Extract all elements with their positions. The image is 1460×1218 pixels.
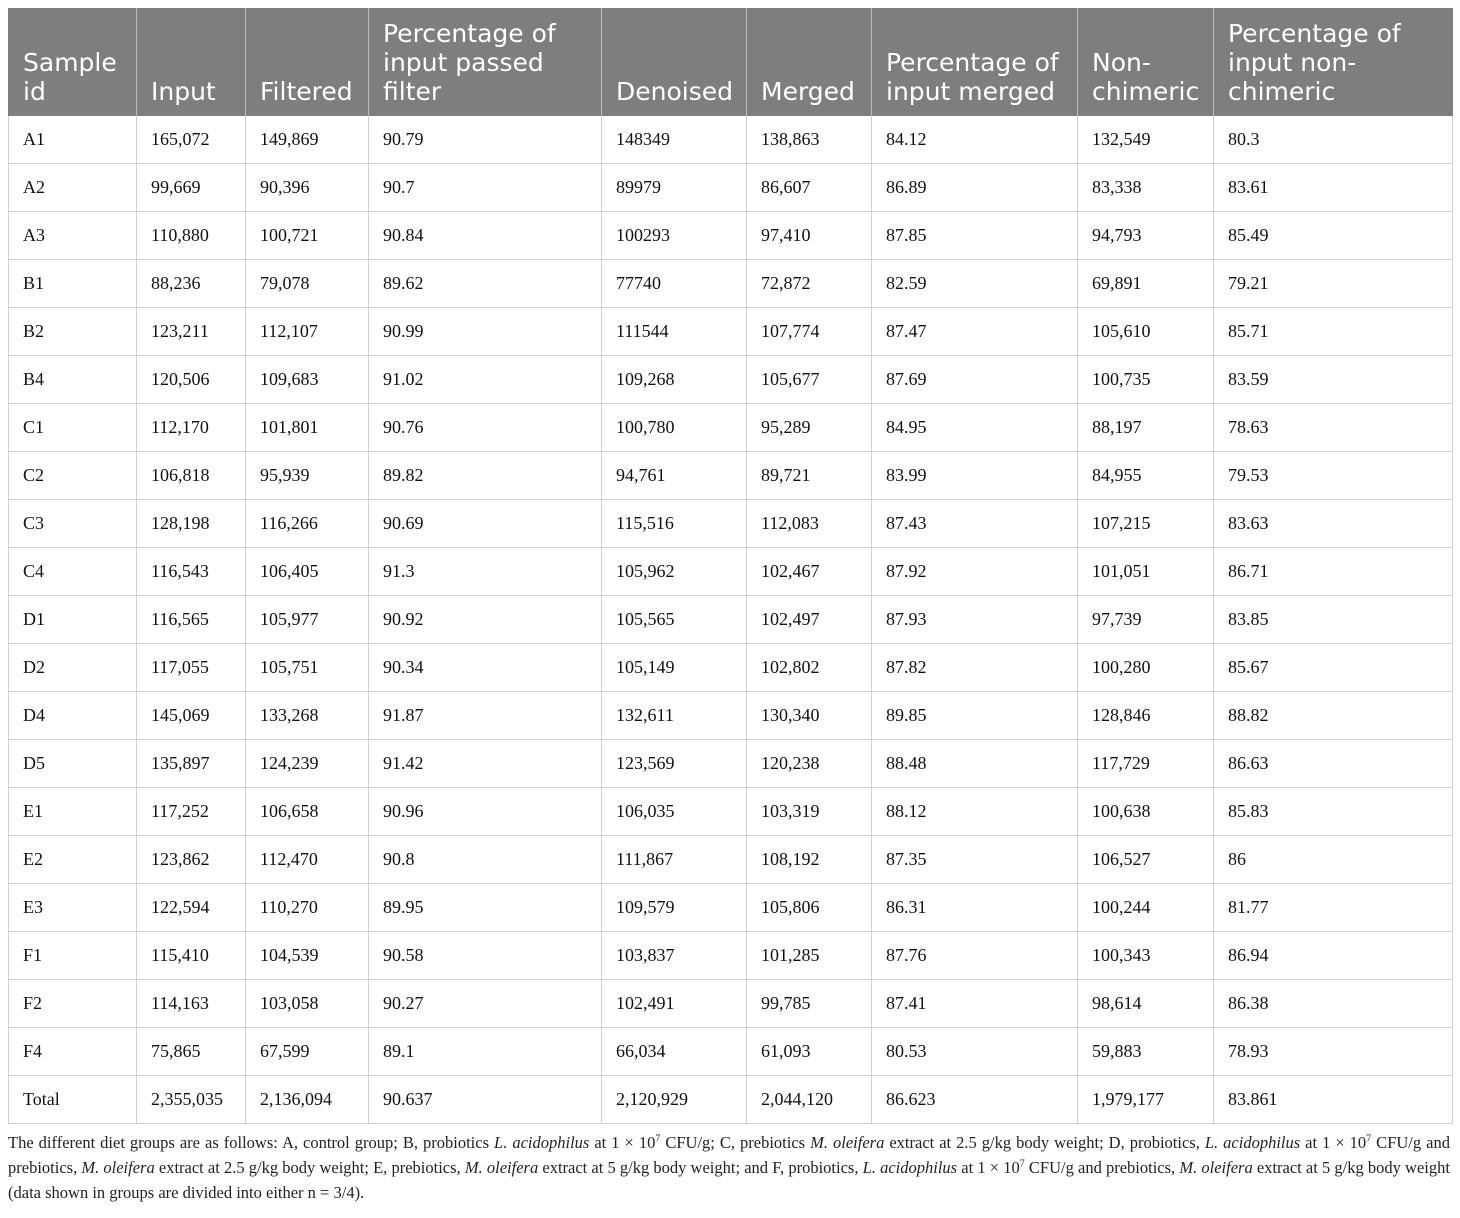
table-cell: 83.861 bbox=[1214, 1076, 1453, 1124]
caption-text: at 1 × 10 bbox=[957, 1158, 1020, 1177]
table-cell: 84.95 bbox=[872, 404, 1078, 452]
table-row bbox=[9, 404, 1453, 452]
table-cell: 133,268 bbox=[246, 692, 369, 740]
table-row bbox=[9, 692, 1453, 740]
table-cell: F1 bbox=[9, 932, 137, 980]
table-cell: 86.31 bbox=[872, 884, 1078, 932]
table-cell: 102,497 bbox=[747, 596, 872, 644]
table-cell: C3 bbox=[9, 500, 137, 548]
table-cell: 90.7 bbox=[369, 164, 602, 212]
table-row bbox=[9, 260, 1453, 308]
table-cell: Total bbox=[9, 1076, 137, 1124]
table-cell: 89.85 bbox=[872, 692, 1078, 740]
table-cell: 86.94 bbox=[1214, 932, 1453, 980]
table-row bbox=[9, 452, 1453, 500]
species-name: M. oleifera bbox=[464, 1158, 539, 1177]
table-cell: F2 bbox=[9, 980, 137, 1028]
table-cell: 86.38 bbox=[1214, 980, 1453, 1028]
table-cell: B1 bbox=[9, 260, 137, 308]
table-row bbox=[9, 116, 1453, 164]
table-cell: 94,761 bbox=[602, 452, 747, 500]
caption-text: extract at 5 g/kg body weight; and F, probiotics, bbox=[538, 1158, 863, 1177]
table-row bbox=[9, 1028, 1453, 1076]
col-header-pct-passed-filter: Percentage of input passed filter bbox=[369, 8, 602, 116]
table-cell: 111544 bbox=[602, 308, 747, 356]
table-cell: 100293 bbox=[602, 212, 747, 260]
table-cell: 97,410 bbox=[747, 212, 872, 260]
table-row bbox=[9, 164, 1453, 212]
table-cell: 86,607 bbox=[747, 164, 872, 212]
table-cell: 132,611 bbox=[602, 692, 747, 740]
table-cell: 61,093 bbox=[747, 1028, 872, 1076]
col-header-pct-non-chimeric: Percentage of input non-chimeric bbox=[1214, 8, 1453, 116]
table-cell: 103,319 bbox=[747, 788, 872, 836]
table-cell: 132,549 bbox=[1078, 116, 1214, 164]
table-row bbox=[9, 644, 1453, 692]
table-cell: 105,677 bbox=[747, 356, 872, 404]
table-cell: 90.99 bbox=[369, 308, 602, 356]
table-cell: 104,539 bbox=[246, 932, 369, 980]
table-cell: 87.69 bbox=[872, 356, 1078, 404]
table-cell: 85.49 bbox=[1214, 212, 1453, 260]
table-cell: 86.63 bbox=[1214, 740, 1453, 788]
table-cell: 100,735 bbox=[1078, 356, 1214, 404]
table-cell: 87.76 bbox=[872, 932, 1078, 980]
table-cell: 75,865 bbox=[137, 1028, 246, 1076]
table-cell: 103,837 bbox=[602, 932, 747, 980]
table-cell: 79.21 bbox=[1214, 260, 1453, 308]
caption-text: CFU/g; C, prebiotics bbox=[660, 1133, 811, 1152]
table-cell: 87.41 bbox=[872, 980, 1078, 1028]
table-cell: C4 bbox=[9, 548, 137, 596]
table-cell: 117,729 bbox=[1078, 740, 1214, 788]
table-cell: 105,565 bbox=[602, 596, 747, 644]
caption-text: at 1 × 10 bbox=[1300, 1133, 1367, 1152]
table-cell: 94,793 bbox=[1078, 212, 1214, 260]
table-row bbox=[9, 308, 1453, 356]
table-cell: 59,883 bbox=[1078, 1028, 1214, 1076]
table-cell: 90.637 bbox=[369, 1076, 602, 1124]
table-cell: 106,035 bbox=[602, 788, 747, 836]
table-cell: B2 bbox=[9, 308, 137, 356]
table-cell: D5 bbox=[9, 740, 137, 788]
table-cell: 78.63 bbox=[1214, 404, 1453, 452]
table-cell: 130,340 bbox=[747, 692, 872, 740]
caption-text: CFU/g and prebiotics, bbox=[8, 1133, 1450, 1177]
table-cell: 112,170 bbox=[137, 404, 246, 452]
table-cell: 128,198 bbox=[137, 500, 246, 548]
table-cell: 100,343 bbox=[1078, 932, 1214, 980]
caption-text: CFU/g and prebiotics, bbox=[1024, 1158, 1180, 1177]
table-cell: 109,579 bbox=[602, 884, 747, 932]
col-header-denoised: Denoised bbox=[602, 8, 747, 116]
table-cell: 87.85 bbox=[872, 212, 1078, 260]
table-cell: F4 bbox=[9, 1028, 137, 1076]
table-cell: 91.42 bbox=[369, 740, 602, 788]
table-cell: 84,955 bbox=[1078, 452, 1214, 500]
table-cell: 87.35 bbox=[872, 836, 1078, 884]
species-name: L. acidophilus bbox=[494, 1133, 590, 1152]
table-cell: 115,516 bbox=[602, 500, 747, 548]
table-cell: 86 bbox=[1214, 836, 1453, 884]
table-cell: 100,244 bbox=[1078, 884, 1214, 932]
table-cell: 87.93 bbox=[872, 596, 1078, 644]
table-cell: 86.623 bbox=[872, 1076, 1078, 1124]
superscript: 7 bbox=[655, 1133, 661, 1145]
table-cell: 90.76 bbox=[369, 404, 602, 452]
table-cell: 1,979,177 bbox=[1078, 1076, 1214, 1124]
table-cell: 107,774 bbox=[747, 308, 872, 356]
table-row bbox=[9, 980, 1453, 1028]
table-cell: 101,801 bbox=[246, 404, 369, 452]
table-cell: 99,669 bbox=[137, 164, 246, 212]
table-cell: 90.92 bbox=[369, 596, 602, 644]
table-cell: C1 bbox=[9, 404, 137, 452]
table-cell: 97,739 bbox=[1078, 596, 1214, 644]
table-cell: 98,614 bbox=[1078, 980, 1214, 1028]
col-header-filtered: Filtered bbox=[246, 8, 369, 116]
table-cell: 100,780 bbox=[602, 404, 747, 452]
table-row bbox=[9, 212, 1453, 260]
table-cell: A1 bbox=[9, 116, 137, 164]
table-cell: 82.59 bbox=[872, 260, 1078, 308]
table-row bbox=[9, 1076, 1453, 1124]
table-cell: 80.3 bbox=[1214, 116, 1453, 164]
table-cell: 165,072 bbox=[137, 116, 246, 164]
col-header-sample-id: Sample id bbox=[9, 8, 137, 116]
table-cell: 87.47 bbox=[872, 308, 1078, 356]
table-cell: 90.69 bbox=[369, 500, 602, 548]
table-cell: 67,599 bbox=[246, 1028, 369, 1076]
superscript: 7 bbox=[1019, 1158, 1025, 1170]
caption-text: extract at 2.5 g/kg body weight; D, probiotics, bbox=[884, 1133, 1205, 1152]
table-cell: 90.34 bbox=[369, 644, 602, 692]
caption-text: extract at 5 g/kg body weight (data shown in groups are divided into either n = 3/4). bbox=[8, 1158, 1450, 1202]
table-cell: C2 bbox=[9, 452, 137, 500]
table-cell: 83.63 bbox=[1214, 500, 1453, 548]
table-row bbox=[9, 596, 1453, 644]
table-cell: 91.3 bbox=[369, 548, 602, 596]
table-cell: 106,658 bbox=[246, 788, 369, 836]
species-name: M. oleifera bbox=[81, 1158, 155, 1177]
table-cell: 66,034 bbox=[602, 1028, 747, 1076]
table-cell: 90.96 bbox=[369, 788, 602, 836]
table-cell: 85.71 bbox=[1214, 308, 1453, 356]
table-cell: 112,083 bbox=[747, 500, 872, 548]
table-cell: 120,238 bbox=[747, 740, 872, 788]
table-cell: 83.61 bbox=[1214, 164, 1453, 212]
table-cell: 124,239 bbox=[246, 740, 369, 788]
table-cell: 95,939 bbox=[246, 452, 369, 500]
table-cell: 87.43 bbox=[872, 500, 1078, 548]
table-cell: 112,107 bbox=[246, 308, 369, 356]
table-cell: 114,163 bbox=[137, 980, 246, 1028]
table-cell: 106,527 bbox=[1078, 836, 1214, 884]
table-cell: 91.87 bbox=[369, 692, 602, 740]
species-name: L. acidophilus bbox=[1204, 1133, 1301, 1152]
table-cell: E3 bbox=[9, 884, 137, 932]
table-cell: 85.83 bbox=[1214, 788, 1453, 836]
table-cell: 109,268 bbox=[602, 356, 747, 404]
table-cell: 101,051 bbox=[1078, 548, 1214, 596]
table-row bbox=[9, 884, 1453, 932]
table-cell: 105,610 bbox=[1078, 308, 1214, 356]
table-cell: 90.58 bbox=[369, 932, 602, 980]
table-cell: A2 bbox=[9, 164, 137, 212]
table-cell: 90.84 bbox=[369, 212, 602, 260]
table-cell: 138,863 bbox=[747, 116, 872, 164]
table-cell: 89.95 bbox=[369, 884, 602, 932]
table-cell: 110,880 bbox=[137, 212, 246, 260]
table-row bbox=[9, 740, 1453, 788]
col-header-non-chimeric: Non-chimeric bbox=[1078, 8, 1214, 116]
table-cell: 86.71 bbox=[1214, 548, 1453, 596]
species-name: L. acidophilus bbox=[862, 1158, 958, 1177]
table-cell: 123,569 bbox=[602, 740, 747, 788]
table-cell: 120,506 bbox=[137, 356, 246, 404]
table-cell: 91.02 bbox=[369, 356, 602, 404]
table-cell: 81.77 bbox=[1214, 884, 1453, 932]
table-body bbox=[9, 116, 1453, 1124]
table-cell: 102,491 bbox=[602, 980, 747, 1028]
table-cell: 2,355,035 bbox=[137, 1076, 246, 1124]
table-cell: 145,069 bbox=[137, 692, 246, 740]
caption-text: at 1 × 10 bbox=[589, 1133, 656, 1152]
table-row bbox=[9, 932, 1453, 980]
table-cell: 116,266 bbox=[246, 500, 369, 548]
table-cell: 100,638 bbox=[1078, 788, 1214, 836]
table-cell: 83.99 bbox=[872, 452, 1078, 500]
table-cell: 80.53 bbox=[872, 1028, 1078, 1076]
table-cell: 88.12 bbox=[872, 788, 1078, 836]
table-cell: 86.89 bbox=[872, 164, 1078, 212]
table-cell: 89.62 bbox=[369, 260, 602, 308]
table-cell: 83,338 bbox=[1078, 164, 1214, 212]
table-cell: 90,396 bbox=[246, 164, 369, 212]
table-cell: 149,869 bbox=[246, 116, 369, 164]
table-cell: 72,872 bbox=[747, 260, 872, 308]
table-cell: 111,867 bbox=[602, 836, 747, 884]
table-cell: 88.82 bbox=[1214, 692, 1453, 740]
table-cell: 79,078 bbox=[246, 260, 369, 308]
table-cell: 128,846 bbox=[1078, 692, 1214, 740]
table-row bbox=[9, 356, 1453, 404]
table-cell: 135,897 bbox=[137, 740, 246, 788]
table-cell: 116,565 bbox=[137, 596, 246, 644]
table-cell: D1 bbox=[9, 596, 137, 644]
table-row bbox=[9, 836, 1453, 884]
table-cell: 90.79 bbox=[369, 116, 602, 164]
table-cell: 117,055 bbox=[137, 644, 246, 692]
table-cell: 103,058 bbox=[246, 980, 369, 1028]
table-cell: 108,192 bbox=[747, 836, 872, 884]
table-cell: 95,289 bbox=[747, 404, 872, 452]
table-cell: 110,270 bbox=[246, 884, 369, 932]
table-cell: 116,543 bbox=[137, 548, 246, 596]
table-cell: 117,252 bbox=[137, 788, 246, 836]
header-row bbox=[9, 8, 1453, 116]
table-cell: 106,405 bbox=[246, 548, 369, 596]
table-cell: 105,806 bbox=[747, 884, 872, 932]
table-cell: 115,410 bbox=[137, 932, 246, 980]
table-cell: D2 bbox=[9, 644, 137, 692]
caption-text: extract at 2.5 g/kg body weight; E, prebiotics, bbox=[154, 1158, 465, 1177]
table-cell: 83.59 bbox=[1214, 356, 1453, 404]
table-cell: 2,136,094 bbox=[246, 1076, 369, 1124]
table-cell: 106,818 bbox=[137, 452, 246, 500]
table-cell: B4 bbox=[9, 356, 137, 404]
table-figure bbox=[8, 8, 1452, 1205]
table-cell: 107,215 bbox=[1078, 500, 1214, 548]
table-cell: 122,594 bbox=[137, 884, 246, 932]
table-cell: E1 bbox=[9, 788, 137, 836]
table-cell: D4 bbox=[9, 692, 137, 740]
species-name: M. oleifera bbox=[810, 1133, 885, 1152]
table-cell: 123,862 bbox=[137, 836, 246, 884]
table-cell: 148349 bbox=[602, 116, 747, 164]
table-cell: 90.27 bbox=[369, 980, 602, 1028]
table-footnote bbox=[8, 1130, 1452, 1205]
table-cell: 89.82 bbox=[369, 452, 602, 500]
table-cell: 109,683 bbox=[246, 356, 369, 404]
superscript: 7 bbox=[1366, 1133, 1372, 1145]
table-cell: 90.8 bbox=[369, 836, 602, 884]
table-cell: 79.53 bbox=[1214, 452, 1453, 500]
table-cell: 100,721 bbox=[246, 212, 369, 260]
table-cell: 89.1 bbox=[369, 1028, 602, 1076]
table-cell: 102,802 bbox=[747, 644, 872, 692]
table-cell: 84.12 bbox=[872, 116, 1078, 164]
table-cell: 89979 bbox=[602, 164, 747, 212]
table-cell: 87.92 bbox=[872, 548, 1078, 596]
table-cell: 2,044,120 bbox=[747, 1076, 872, 1124]
table-cell: 85.67 bbox=[1214, 644, 1453, 692]
table-cell: 89,721 bbox=[747, 452, 872, 500]
table-cell: 99,785 bbox=[747, 980, 872, 1028]
table-cell: 83.85 bbox=[1214, 596, 1453, 644]
caption-text: The different diet groups are as follows: A, control group; B, probiotics bbox=[8, 1133, 495, 1152]
table-row bbox=[9, 788, 1453, 836]
table-row bbox=[9, 500, 1453, 548]
table-cell: 123,211 bbox=[137, 308, 246, 356]
table-cell: 88,236 bbox=[137, 260, 246, 308]
table-cell: 102,467 bbox=[747, 548, 872, 596]
table-cell: E2 bbox=[9, 836, 137, 884]
table-cell: 105,977 bbox=[246, 596, 369, 644]
table-cell: 2,120,929 bbox=[602, 1076, 747, 1124]
table-cell: 101,285 bbox=[747, 932, 872, 980]
table-cell: 87.82 bbox=[872, 644, 1078, 692]
table-cell: 88,197 bbox=[1078, 404, 1214, 452]
table-row bbox=[9, 548, 1453, 596]
table-cell: 105,751 bbox=[246, 644, 369, 692]
table-cell: 77740 bbox=[602, 260, 747, 308]
table-cell: 112,470 bbox=[246, 836, 369, 884]
species-name: M. oleifera bbox=[1179, 1158, 1253, 1177]
table-cell: A3 bbox=[9, 212, 137, 260]
table-cell: 100,280 bbox=[1078, 644, 1214, 692]
table-cell: 105,962 bbox=[602, 548, 747, 596]
sequencing-stats-table bbox=[8, 8, 1453, 1124]
table-cell: 88.48 bbox=[872, 740, 1078, 788]
col-header-merged: Merged bbox=[747, 8, 872, 116]
col-header-pct-merged: Percentage of input merged bbox=[872, 8, 1078, 116]
table-cell: 69,891 bbox=[1078, 260, 1214, 308]
table-cell: 105,149 bbox=[602, 644, 747, 692]
table-cell: 78.93 bbox=[1214, 1028, 1453, 1076]
col-header-input: Input bbox=[137, 8, 246, 116]
